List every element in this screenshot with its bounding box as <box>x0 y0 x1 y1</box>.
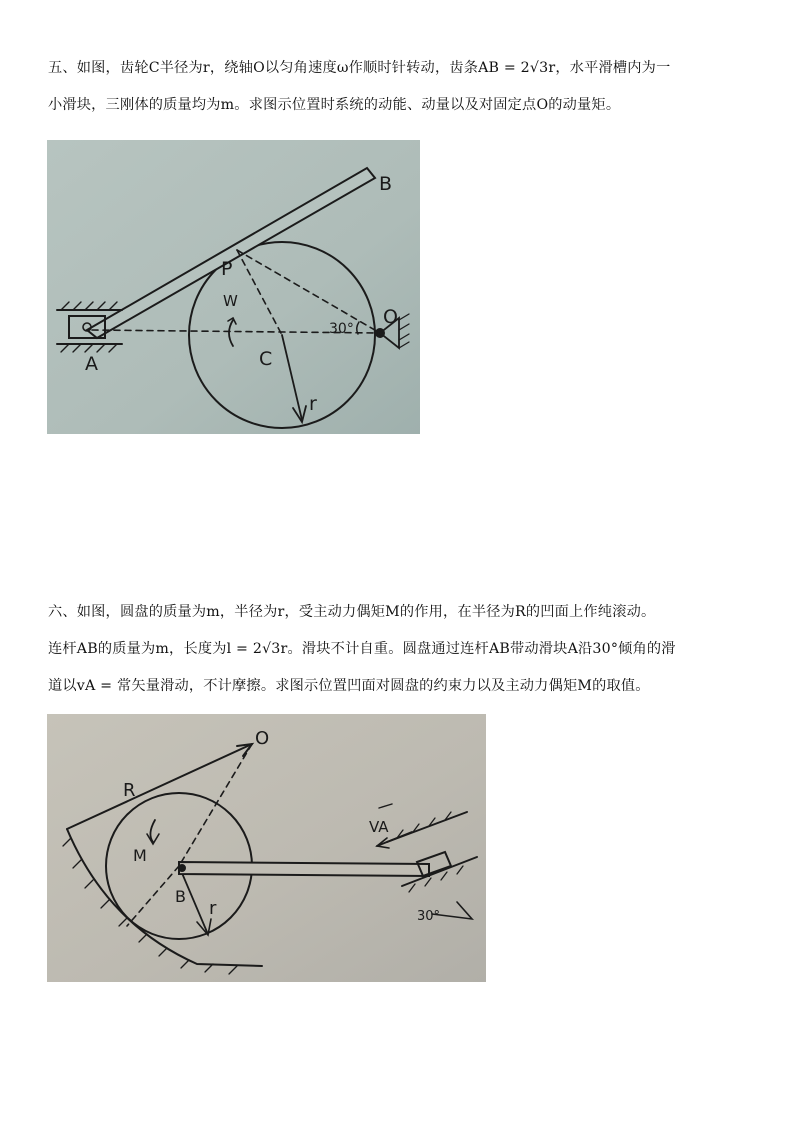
problem5-figure <box>47 140 420 434</box>
problem6-line2: 连杆AB的质量为m，长度为l = 2√3r。滑块不计自重。圆盘通过连杆AB带动滑块A沿30°倾角的滑 <box>48 641 676 657</box>
label-A: A <box>85 353 98 375</box>
label-W: W <box>223 292 238 310</box>
label-C: C <box>259 348 273 370</box>
label-B: B <box>379 173 393 195</box>
label-B: B <box>175 887 186 906</box>
label-P: P <box>221 258 233 280</box>
problem5-line2: 小滑块，三刚体的质量均为m。求图示位置时系统的动能、动量以及对固定点O的动量矩。 <box>48 97 621 113</box>
label-O: O <box>255 728 270 749</box>
problem6-text <box>48 594 748 705</box>
problem6-line3: 道以vA = 常矢量滑动，不计摩擦。求图示位置凹面对圆盘的约束力以及主动力偶矩M的取值。 <box>48 678 650 694</box>
label-30deg: 30° <box>329 321 354 337</box>
problem6-line1: 六、如图，圆盘的质量为m，半径为r，受主动力偶矩M的作用，在半径为R的凹面上作纯滚动。 <box>48 604 656 620</box>
label-vA: VA <box>369 818 389 836</box>
label-O: O <box>383 306 398 328</box>
problem6-figure <box>47 714 486 982</box>
problem5-text <box>48 50 748 124</box>
label-r: r <box>309 393 317 415</box>
label-30deg: 30° <box>417 909 441 924</box>
problem5-line1: 五、如图，齿轮C半径为r，绕轴O以匀角速度ω作顺时针转动，齿条AB = 2√3r，水平滑槽内为一 <box>48 60 671 76</box>
label-r: r <box>209 898 217 919</box>
label-M: M <box>133 846 147 865</box>
label-R: R <box>123 780 136 801</box>
